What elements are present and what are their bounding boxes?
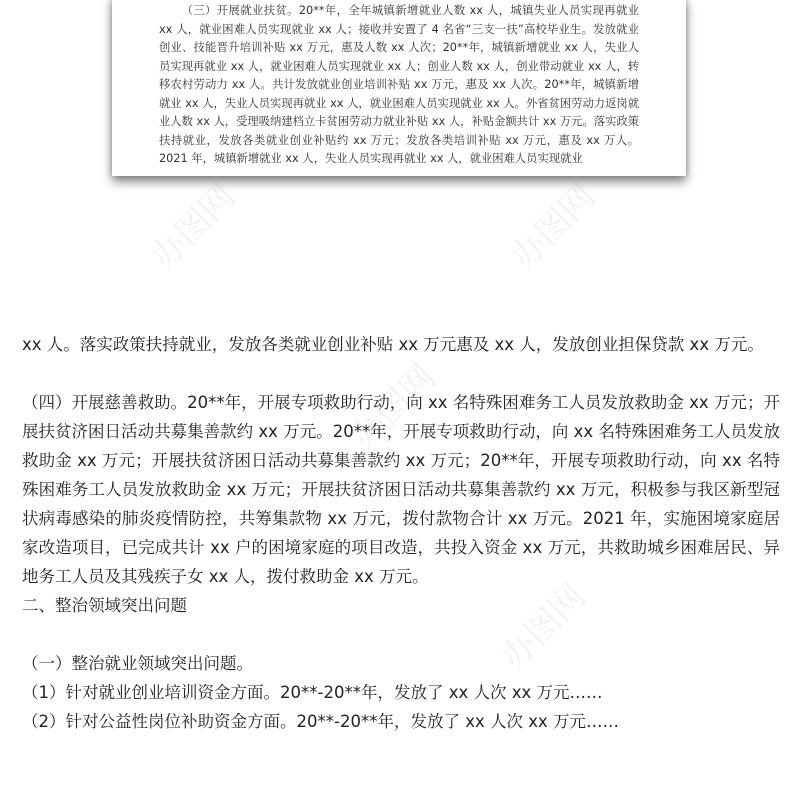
- list-item: （1）针对就业创业培训资金方面。20**-20**年，发放了 xx 人次 xx 万元……: [22, 683, 603, 702]
- document-body: [22, 330, 780, 736]
- document-preview-card: [112, 0, 686, 176]
- paragraph-charity: （四）开展慈善救助。20**年，开展专项救助行动，向 xx 名特殊困难务工人员发放救助金 xx 万元；开展扶贫济困日活动共募集善款约 xx 万元。20**年，开展专项救助行动，向 xx 名特殊困难务工人员发放救助金 xx 万元；开展扶贫济困日活动共募集善款约 xx 万元；20**年，开展专项救助行动，向 xx 名特殊困难务工人员发放救助金 xx 万元；开展扶贫济困日活动共募集善款约 xx 万元，积极参与我区新型冠状病毒感染的肺炎疫情防控，共筹集款物 xx 万元，拨付款物合计 xx 万元。2021 年，实施困境家庭居家改造项目，已完成共计 xx 户的困境家庭的项目改造，共投入资金 xx 万元，共救助城乡困难居民、异地务工人员及其残疾子女 xx 人，拨付救助金 xx 万元。: [22, 393, 780, 586]
- preview-paragraph: （三）开展就业扶贫。20**年，全年城镇新增就业人数 xx 人，城镇失业人员实现再就业 xx 人，就业困难人员实现就业 xx 人；接收并安置了 4 名省“三支一扶”高校毕业生。发放就业创业、技能晋升培训补贴 xx 万元，惠及人数 xx 人次；20**年，城镇新增就业 xx 人，失业人员实现再就业 xx 人，就业困难人员实现就业 xx 人；创业人数 xx 人，创业带动就业 xx 人，转移农村劳动力 xx 人。共计发放就业创业培训补贴 xx 万元，惠及 xx 人次。20**年，城镇新增就业 xx 人，失业人员实现再就业 xx 人，就业困难人员实现就业 xx 人。外省贫困劳动力返岗就业人数 xx 人，受理吸纳建档立卡贫困劳动力就业补贴 xx 人，补贴金额共计 xx 万元。落实政策扶持就业，发放各类就业创业补贴约 xx 万元；发放各类培训补贴 xx 万元，惠及 xx 万人。2021 年，城镇新增就业 xx 人，失业人员实现再就业 xx 人，就业困难人员实现就业: [159, 4, 639, 165]
- section-heading: 二、整治领域突出问题: [22, 596, 187, 615]
- paragraph-continuation: xx 人。落实政策扶持就业，发放各类就业创业补贴 xx 万元惠及 xx 人，发放创业担保贷款 xx 万元。: [22, 335, 764, 354]
- watermark: 办图网: [343, 356, 444, 458]
- subsection-heading: （一）整治就业领域突出问题。: [22, 654, 253, 673]
- list-item: （2）针对公益性岗位补助资金方面。20**-20**年，发放了 xx 人次 xx 万元……: [22, 712, 619, 731]
- watermark: 办图网: [493, 576, 594, 678]
- watermark: 办图网: [503, 176, 604, 278]
- watermark: 办图网: [143, 176, 244, 278]
